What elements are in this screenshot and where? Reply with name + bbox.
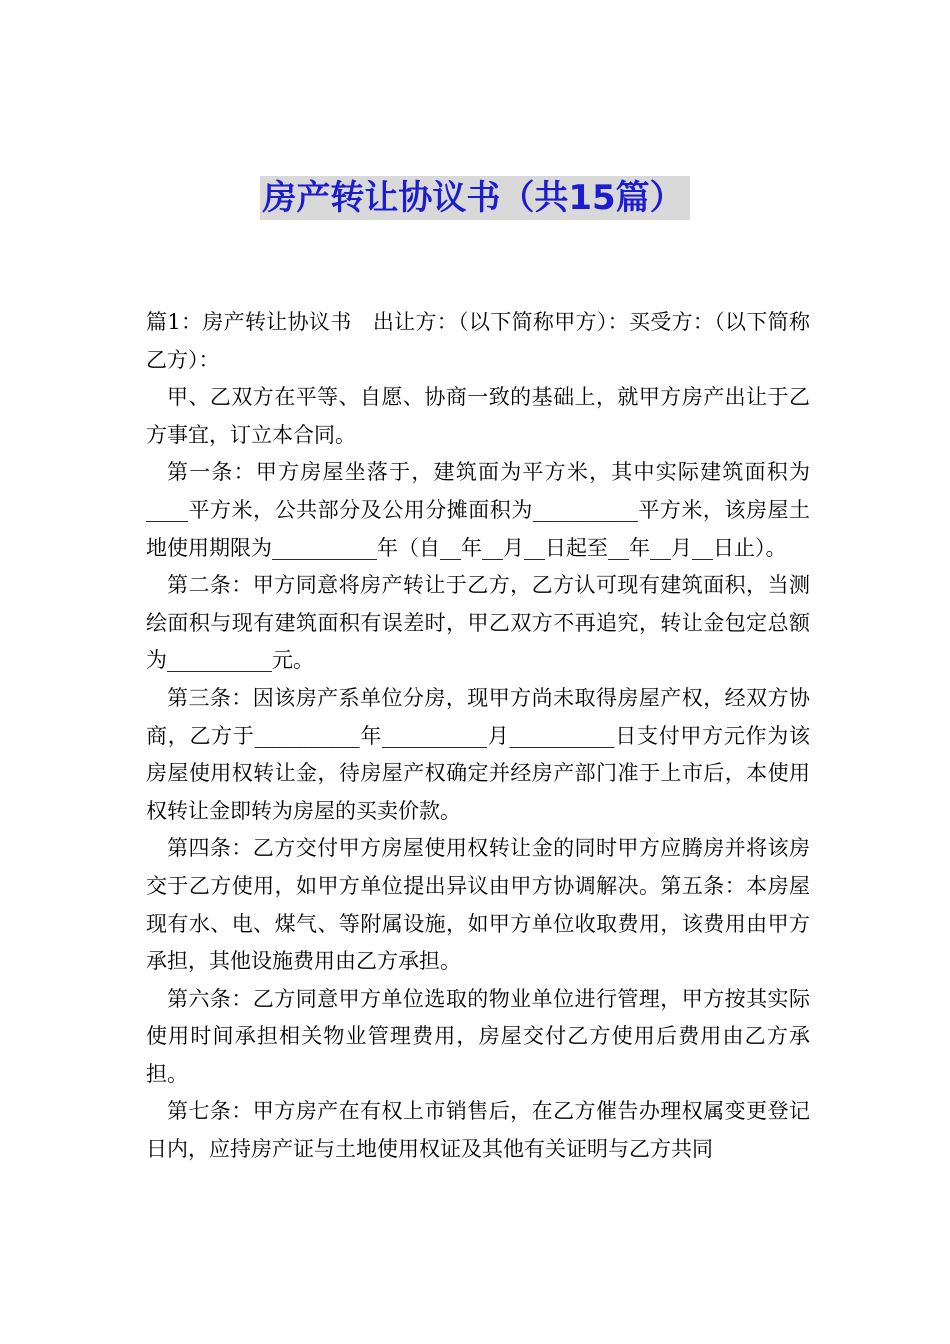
title-container — [0, 176, 950, 220]
document-body — [146, 304, 810, 1169]
paragraph-article-7: 第七条：甲方房产在有权上市销售后，在乙方催告办理权属变更登记日内，应持房产证与土地使用权证及其他有关证明与乙方共同 — [146, 1099, 810, 1162]
document-title: 房产转让协议书（共15篇） — [260, 176, 689, 220]
paragraph-article-3: 第三条：因该房产系单位分房，现甲方尚未取得房屋产权，经双方协商，乙方于__________年__________月__________日支付甲方元作为该房屋使用权转让金，待房屋产权确定并经房产部门准于上市后，本使用权转让金即转为房屋的买卖价款。 — [146, 685, 810, 823]
paragraph-intro: 篇1：房产转让协议书 出让方：（以下简称甲方）：买受方：（以下简称乙方）： — [146, 310, 810, 372]
paragraph-article-2: 第二条：甲方同意将房产转让于乙方，乙方认可现有建筑面积，当测绘面积与现有建筑面积有误差时，甲乙双方不再追究，转让金包定总额为__________元。 — [146, 573, 810, 673]
paragraph-article-4-5: 第四条：乙方交付甲方房屋使用权转让金的同时甲方应腾房并将该房交于乙方使用，如甲方单位提出异议由甲方协调解决。第五条：本房屋现有水、电、煤气、等附属设施，如甲方单位收取费用，该费用由甲方承担，其他设施费用由乙方承担。 — [146, 836, 810, 974]
paragraph-preamble: 甲、乙双方在平等、自愿、协商一致的基础上，就甲方房产出让于乙方事宜，订立本合同。 — [146, 385, 810, 447]
paragraph-article-6: 第六条：乙方同意甲方单位选取的物业单位进行管理，甲方按其实际使用时间承担相关物业管理费用，房屋交付乙方使用后费用由乙方承担。 — [146, 986, 810, 1086]
paragraph-article-1: 第一条：甲方房屋坐落于，建筑面为平方米，其中实际建筑面积为____平方米，公共部分及公用分摊面积为__________平方米，该房屋土地使用期限为__________年（自__年__月__日起至__年__月__日止）。 — [146, 460, 810, 560]
